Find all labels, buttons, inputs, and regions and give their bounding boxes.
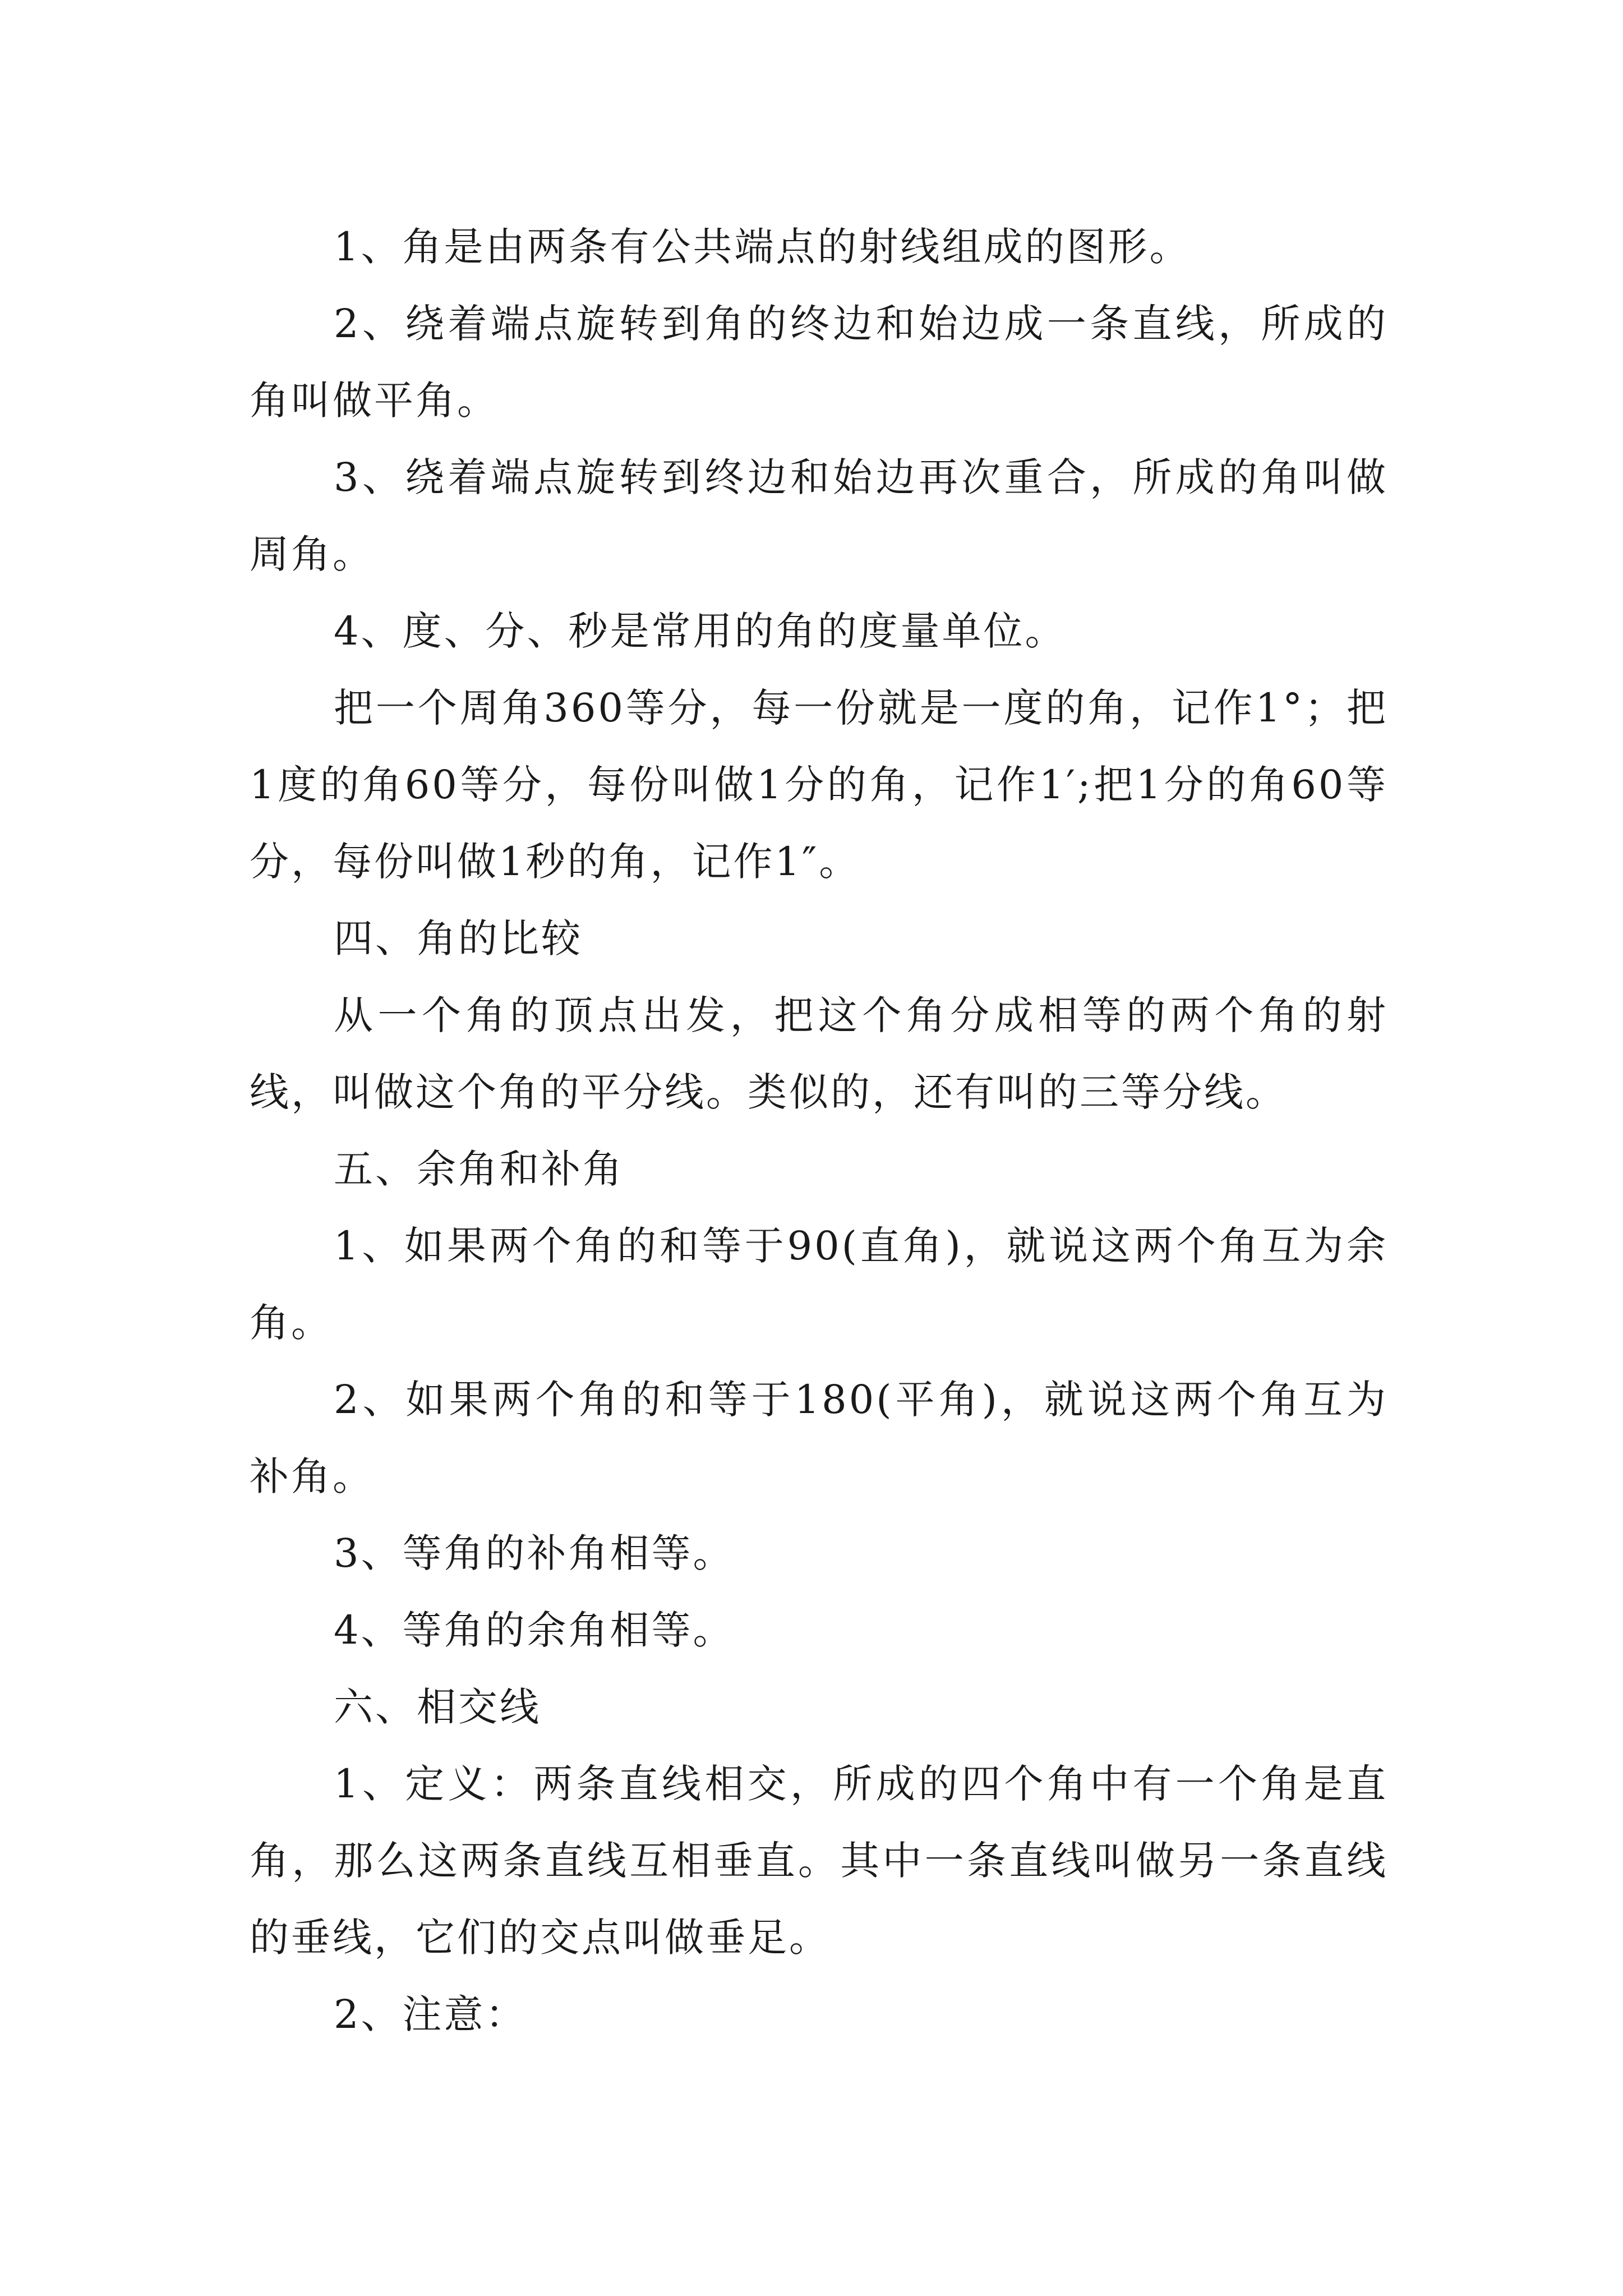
paragraph: 2、注意：	[334, 1991, 527, 2037]
paragraph: 3、绕着端点旋转到终边和始边再次重合，所成的角叫做周角。	[250, 454, 1388, 577]
paragraph: 1、角是由两条有公共端点的射线组成的图形。	[334, 224, 1191, 270]
paragraph: 3、等角的补角相等。	[334, 1530, 735, 1576]
paragraph: 2、绕着端点旋转到角的终边和始边成一条直线，所成的角叫做平角。	[250, 301, 1388, 424]
section-heading: 五、余角和补角	[334, 1146, 624, 1192]
document-body	[250, 209, 1388, 2053]
section-heading: 六、相交线	[334, 1684, 541, 1730]
paragraph: 1、如果两个角的和等于90(直角)，就说这两个角互为余角。	[250, 1223, 1388, 1346]
paragraph: 1、定义：两条直线相交，所成的四个角中有一个角是直角，那么这两条直线互相垂直。其中一条直线叫做另一条直线的垂线，它们的交点叫做垂足。	[250, 1761, 1388, 1961]
paragraph: 把一个周角360等分，每一份就是一度的角，记作1°；把1度的角60等分，每份叫做1分的角，记作1′;把1分的角60等分，每份叫做1秒的角，记作1″。	[250, 685, 1388, 885]
paragraph: 4、度、分、秒是常用的角的度量单位。	[334, 608, 1067, 654]
paragraph: 4、等角的余角相等。	[334, 1607, 735, 1653]
paragraph: 从一个角的顶点出发，把这个角分成相等的两个角的射线，叫做这个角的平分线。类似的，还有叫的三等分线。	[250, 992, 1388, 1115]
section-heading: 四、角的比较	[334, 915, 583, 961]
paragraph: 2、如果两个角的和等于180(平角)，就说这两个角互为补角。	[250, 1377, 1388, 1499]
